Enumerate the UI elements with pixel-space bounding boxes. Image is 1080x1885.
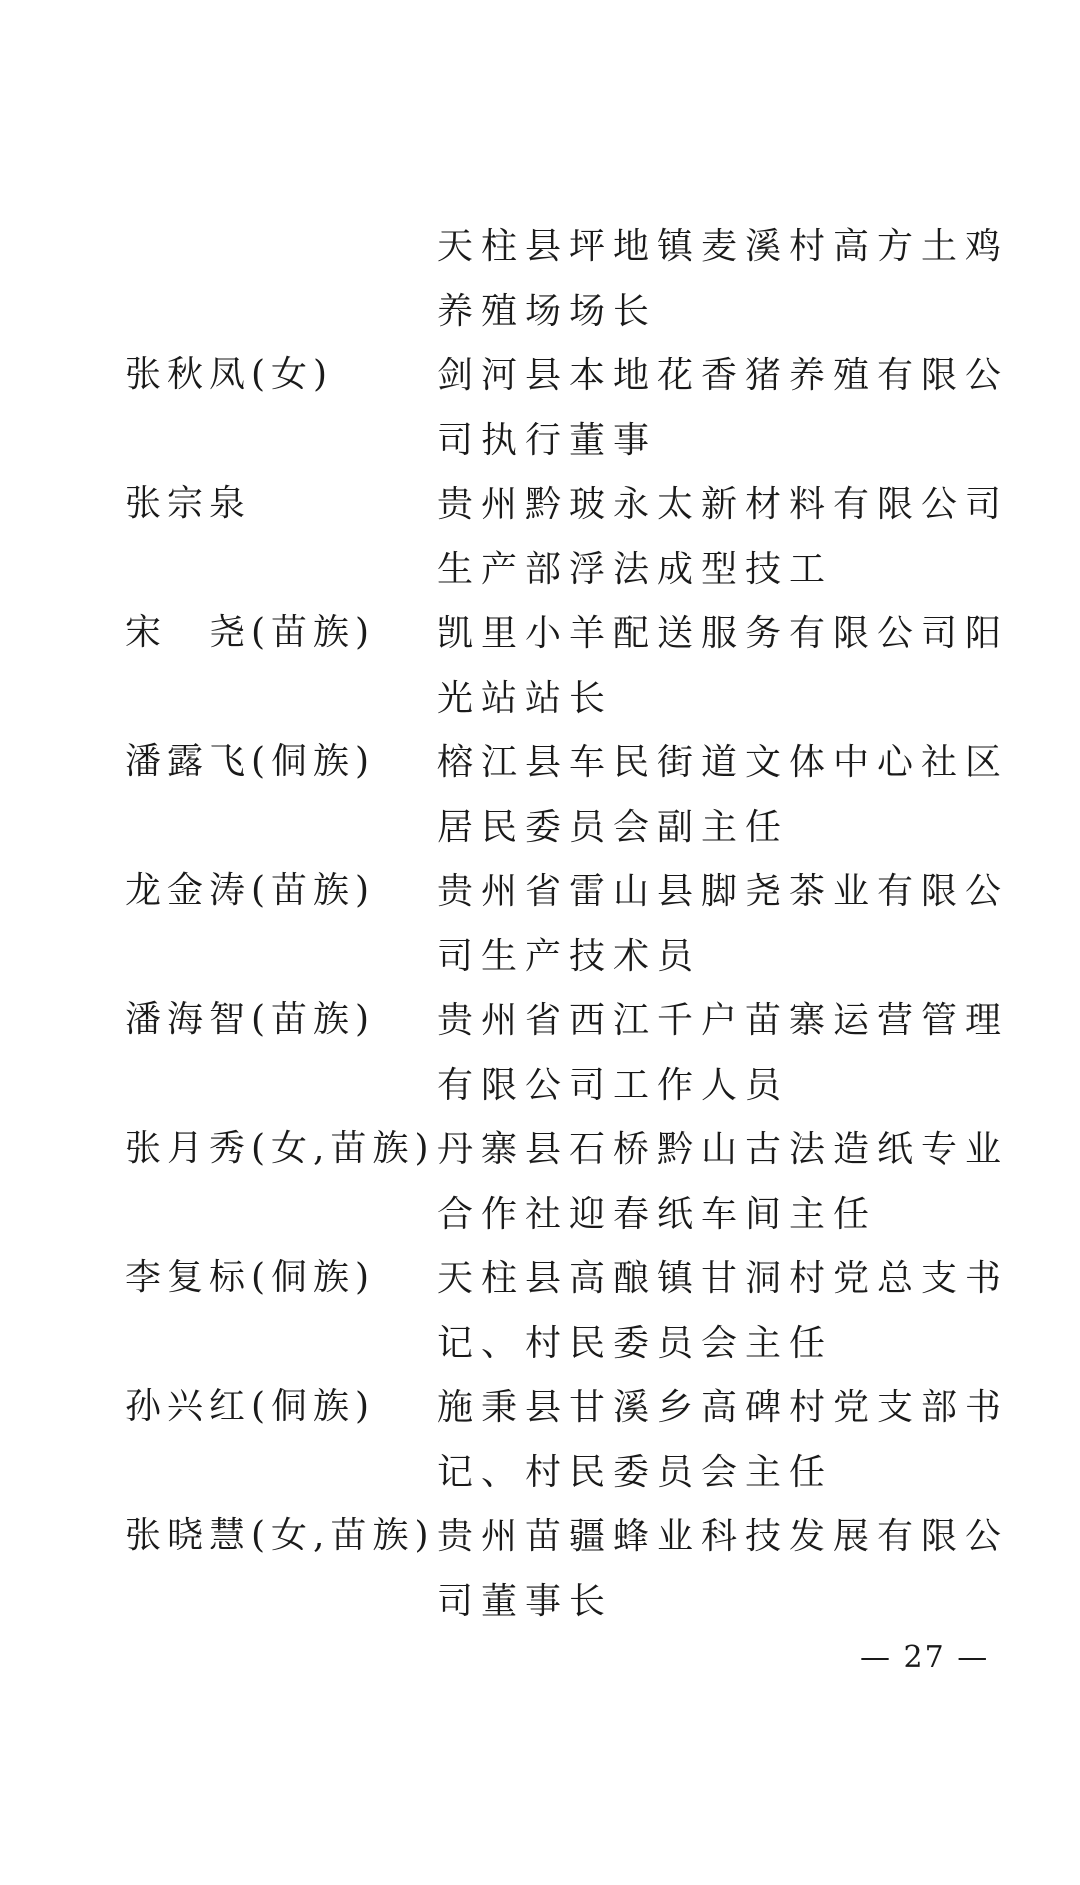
- person-title: 剑河县本地花香猪养殖有限公司执行董事: [437, 355, 1010, 461]
- person-title: 凯里小羊配送服务有限公司阳光站站长: [437, 613, 1010, 719]
- person-name: 宋 尧(苗族): [125, 612, 376, 653]
- person-name: 张月秀(女,苗族): [125, 1128, 435, 1169]
- person-title: 榕江县车民街道文体中心社区居民委员会副主任: [437, 742, 1010, 848]
- person-title: 丹寨县石桥黔山古法造纸专业合作社迎春纸车间主任: [437, 1129, 1010, 1235]
- person-name: 龙金涛(苗族): [125, 870, 376, 911]
- person-name: 张秋凤(女): [125, 354, 334, 395]
- person-title: 贵州省雷山县脚尧茶业有限公司生产技术员: [437, 871, 1010, 977]
- person-name: 张宗泉: [125, 483, 252, 524]
- person-name: 潘海智(苗族): [125, 999, 376, 1040]
- person-title: 贵州苗疆蜂业科技发展有限公司董事长: [437, 1516, 1010, 1622]
- person-name: 李复标(侗族): [125, 1257, 376, 1298]
- person-name: 潘露飞(侗族): [125, 741, 376, 782]
- person-name: 张晓慧(女,苗族): [125, 1515, 435, 1556]
- person-title: 施秉县甘溪乡高碑村党支部书记、村民委员会主任: [437, 1387, 1010, 1493]
- person-name: 孙兴红(侗族): [125, 1386, 376, 1427]
- person-title: 天柱县高酿镇甘洞村党总支书记、村民委员会主任: [437, 1258, 1010, 1364]
- person-title: 天柱县坪地镇麦溪村高方土鸡养殖场场长: [437, 226, 1010, 332]
- person-title: 贵州黔玻永太新材料有限公司生产部浮法成型技工: [437, 484, 1010, 590]
- person-title: 贵州省西江千户苗寨运营管理有限公司工作人员: [437, 1000, 1010, 1106]
- page-number: — 27 —: [860, 1640, 990, 1675]
